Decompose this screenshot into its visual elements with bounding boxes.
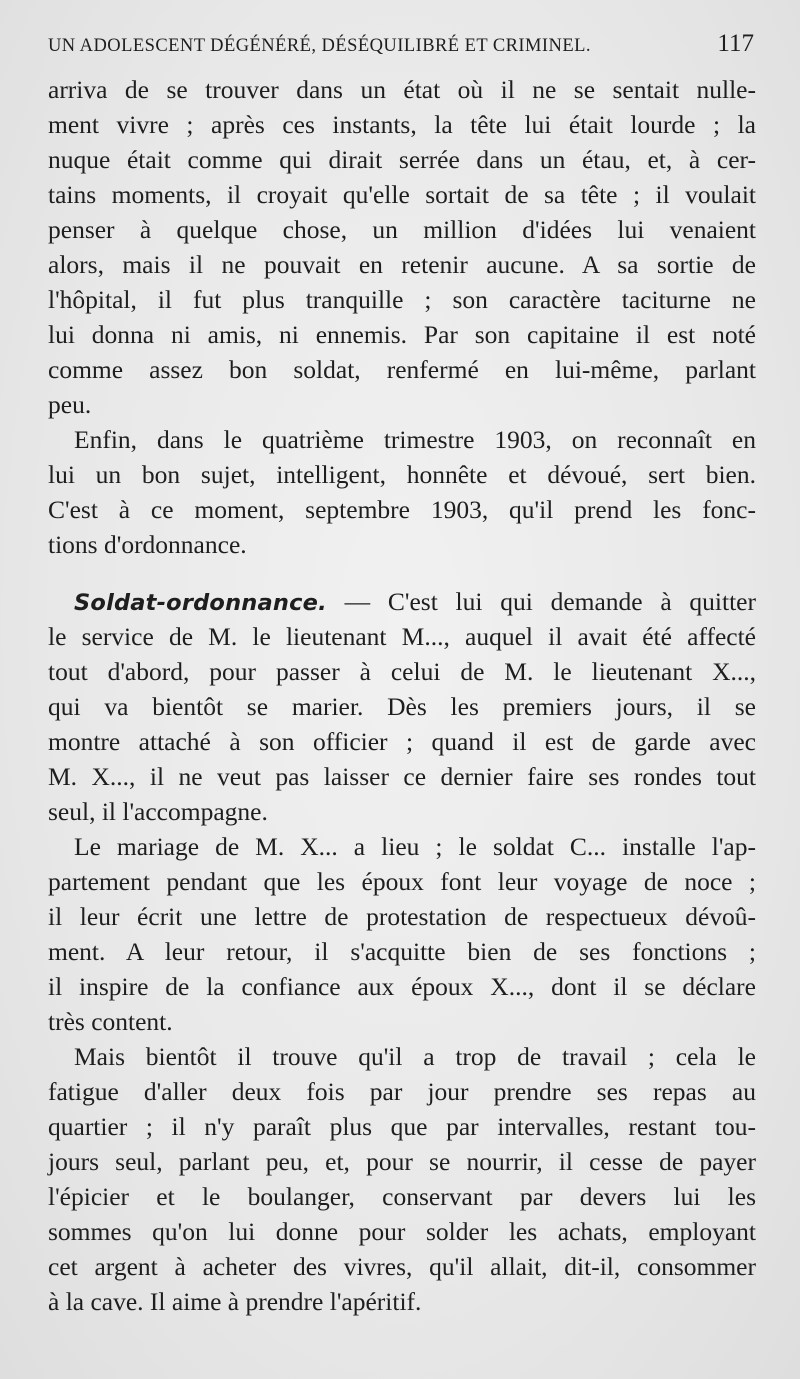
text-line: très content.: [48, 1007, 173, 1036]
text-line: fatigue d'aller deux fois par jour prendre ses repas au: [48, 1077, 756, 1106]
text-line: partement pendant que les époux font leur voyage de noce ;: [48, 867, 756, 896]
paragraph: [48, 829, 756, 1039]
text-line: peu.: [48, 390, 92, 419]
text-line: arriva de se trouver dans un état où il ne se sentait nulle-: [48, 75, 756, 104]
paragraph: [48, 1039, 756, 1319]
section-first-line-text: — C'est lui qui demande à quitter: [326, 587, 756, 616]
text-line: nuque était comme qui dirait serrée dans un étau, et, à cer-: [48, 145, 756, 174]
text-line: comme assez bon soldat, renfermé en lui-même, parlant: [48, 355, 756, 384]
text-line: sommes qu'on lui donne pour solder les achats, employant: [48, 1217, 756, 1246]
page-number: 117: [717, 30, 754, 57]
text-line: Enfin, dans le quatrième trimestre 1903, on reconnaît en: [74, 425, 756, 454]
text-line: l'hôpital, il fut plus tranquille ; son caractère taciturne ne: [48, 285, 756, 314]
text-line: C'est à ce moment, septembre 1903, qu'il prend les fonc-: [48, 495, 756, 524]
paragraph: [48, 422, 756, 562]
text-line: le service de M. le lieutenant M..., auquel il avait été affecté: [48, 622, 756, 651]
text-line: ment vivre ; après ces instants, la tête lui était lourde ; la: [48, 110, 756, 139]
text-line: penser à quelque chose, un million d'idées lui venaient: [48, 215, 756, 244]
text-line: montre attaché à son officier ; quand il est de garde avec: [48, 727, 756, 756]
text-line: l'épicier et le boulanger, conservant par devers lui les: [48, 1182, 756, 1211]
section-paragraph: [48, 584, 756, 829]
running-title: UN ADOLESCENT DÉGÉNÉRÉ, DÉSÉQUILIBRÉ ET CRIMINEL.: [48, 36, 591, 56]
text-line: jours seul, parlant peu, et, pour se nourrir, il cesse de payer: [48, 1147, 756, 1176]
book-page: [48, 30, 756, 1319]
text-line: alors, mais il ne pouvait en retenir aucune. A sa sortie de: [48, 250, 756, 279]
text-line: Le mariage de M. X... a lieu ; le soldat C... installe l'ap-: [74, 832, 756, 861]
text-line: tout d'abord, pour passer à celui de M. le lieutenant X...,: [48, 657, 756, 686]
text-line: qui va bientôt se marier. Dès les premiers jours, il se: [48, 692, 756, 721]
section-gap: [48, 562, 756, 584]
text-line: à la cave. Il aime à prendre l'apéritif.: [48, 1287, 422, 1316]
text-line: tions d'ordonnance.: [48, 530, 247, 559]
paragraph-continuation: [48, 72, 756, 422]
text-line: il leur écrit une lettre de protestation de respectueux dévoû-: [48, 902, 756, 931]
text-line: seul, il l'accompagne.: [48, 797, 268, 826]
section-title: Soldat-ordonnance.: [74, 590, 327, 616]
text-line: quartier ; il n'y paraît plus que par intervalles, restant tou-: [48, 1112, 756, 1141]
section-first-line: [48, 584, 756, 619]
running-head: [48, 30, 756, 72]
text-line: lui un bon sujet, intelligent, honnête et dévoué, sert bien.: [48, 460, 756, 489]
text-line: cet argent à acheter des vivres, qu'il allait, dit-il, consommer: [48, 1252, 756, 1281]
text-line: lui donna ni amis, ni ennemis. Par son capitaine il est noté: [48, 320, 756, 349]
text-line: Mais bientôt il trouve qu'il a trop de travail ; cela le: [74, 1042, 756, 1071]
text-line: tains moments, il croyait qu'elle sortait de sa tête ; il voulait: [48, 180, 756, 209]
text-line: M. X..., il ne veut pas laisser ce dernier faire ses rondes tout: [48, 762, 756, 791]
text-line: il inspire de la confiance aux époux X..., dont il se déclare: [48, 972, 756, 1001]
text-line: ment. A leur retour, il s'acquitte bien de ses fonctions ;: [48, 937, 756, 966]
